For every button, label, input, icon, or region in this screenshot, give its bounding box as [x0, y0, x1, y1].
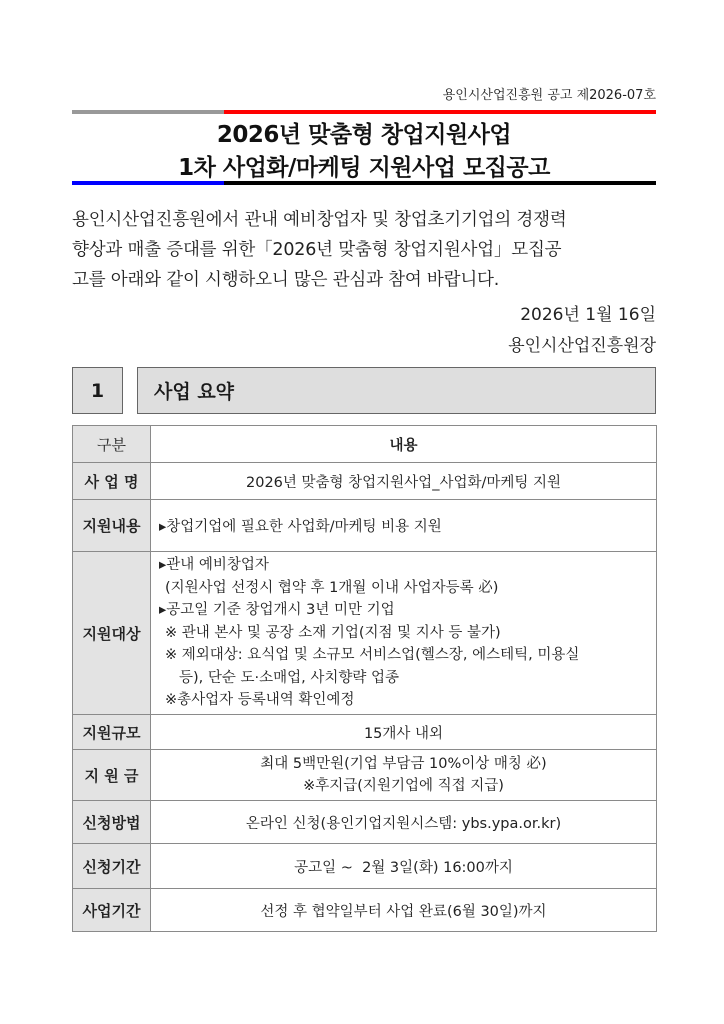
page-title-line2: 1차 사업화/마케팅 지원사업 모집공고 [178, 155, 550, 181]
grant-line: 최대 5백만원(기업 부담금 10%이상 매칭 必) [260, 755, 547, 772]
table-row [73, 500, 657, 552]
row-label: 지원규모 [73, 715, 151, 750]
table-row [73, 750, 657, 801]
page-title-line1: 2026년 맞춤형 창업지원사업 [216, 122, 512, 148]
intro-line: 고를 아래와 같이 시행하오니 많은 관심과 참여 바랍니다. [72, 270, 500, 290]
eligibility-line: ※총사업자 등록내역 확인예정 [165, 692, 355, 709]
header-content: 내용 [151, 426, 657, 463]
row-value: 2026년 맞춤형 창업지원사업_사업화/마케팅 지원 [151, 463, 657, 500]
intro-line: 향상과 매출 증대를 위한「2026년 맞춤형 창업지원사업」모집공 [72, 240, 562, 260]
section-title: 사업 요약 [137, 367, 656, 414]
grant-line: ※후지급(지원기업에 직접 지급) [303, 778, 504, 794]
row-label: 사업기간 [73, 889, 151, 932]
table-row [73, 552, 657, 715]
announcement-date: 2026년 1월 16일 [520, 305, 656, 325]
row-label: 신청기간 [73, 844, 151, 889]
table-row [73, 715, 657, 750]
notice-number: 용인시산업진흥원 공고 제2026-07호 [442, 88, 656, 103]
bottom-rule-black [224, 181, 656, 185]
summary-table [72, 425, 657, 932]
table-row [73, 889, 657, 932]
eligibility-line: ▸관내 예비창업자 [159, 557, 269, 574]
bottom-rule-blue [72, 181, 224, 185]
row-label: 지원대상 [73, 552, 151, 715]
row-value [151, 552, 657, 715]
row-value: 선정 후 협약일부터 사업 완료(6월 30일)까지 [151, 889, 657, 932]
section-number: 1 [72, 367, 123, 414]
row-label: 지원내용 [73, 500, 151, 552]
row-label: 사 업 명 [73, 463, 151, 500]
row-value: ▸창업기업에 필요한 사업화/마케팅 비용 지원 [151, 500, 657, 552]
row-value: 15개사 내외 [151, 715, 657, 750]
header-category: 구분 [73, 426, 151, 463]
row-label: 신청방법 [73, 801, 151, 844]
top-rule-red [224, 110, 656, 114]
eligibility-line: (지원사업 선정시 협약 후 1개월 이내 사업자등록 必) [165, 579, 499, 596]
intro-paragraph [72, 205, 656, 295]
eligibility-line: 등), 단순 도·소매업, 사치향략 업종 [179, 669, 400, 686]
table-row [73, 801, 657, 844]
eligibility-line: ※ 관내 본사 및 공장 소재 기업(지점 및 지사 등 불가) [165, 624, 501, 641]
eligibility-line: ▸공고일 기준 창업개시 3년 미만 기업 [159, 602, 395, 619]
table-row [73, 844, 657, 889]
top-rule-gray [72, 110, 224, 114]
row-value: 공고일 ~ 2월 3일(화) 16:00까지 [151, 844, 657, 889]
row-value [151, 750, 657, 801]
intro-line: 용인시산업진흥원에서 관내 예비창업자 및 창업초기기업의 경쟁력 [72, 210, 567, 230]
eligibility-line: ※ 제외대상: 요식업 및 소규모 서비스업(헬스장, 에스테틱, 미용실 [165, 647, 580, 664]
row-value: 온라인 신청(용인기업지원시스템: ybs.ypa.or.kr) [151, 801, 657, 844]
row-label: 지 원 금 [73, 750, 151, 801]
table-row [73, 463, 657, 500]
table-header-row [73, 426, 657, 463]
signatory: 용인시산업진흥원장 [508, 336, 656, 356]
